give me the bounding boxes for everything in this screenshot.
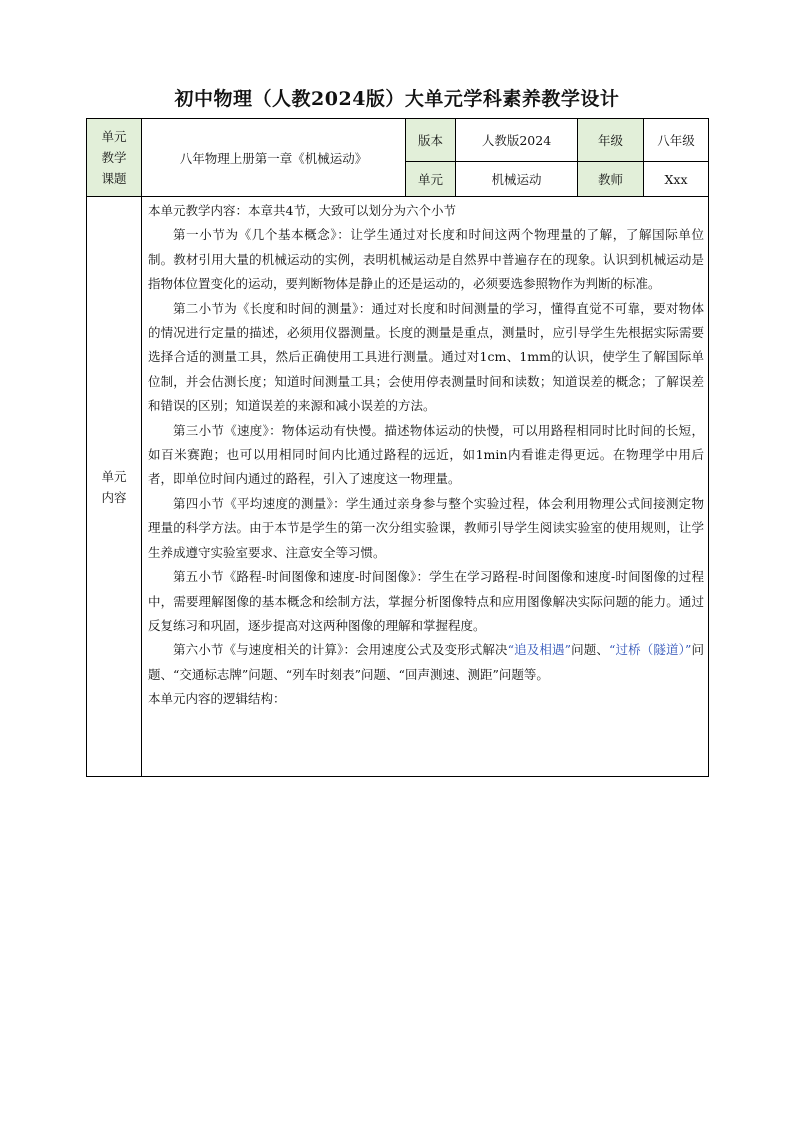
unit-label: 单元 (406, 162, 456, 197)
document-title: 初中物理（人教2024版）大单元学科素养教学设计 (174, 88, 620, 110)
section-5-text: 第五小节《路程-时间图像和速度-时间图像》：学生在学习路程-时间图像和速度-时间图像的过程中，需要理解图像的基本概念和绘制方法，掌握分析图像特点和应用图像解决实际问题的能力。通过反复练习和巩固，逐步提高对这两种图像的理解和掌握程度。 (148, 569, 704, 633)
content-label-cell (87, 197, 142, 777)
section-6-rest: 问题、“交通标志牌”问题、“列车时刻表”问题、“回声测速、测距”问题等。 (148, 642, 704, 682)
topic-label-line-3: 课题 (101, 171, 127, 186)
content-row (87, 197, 709, 777)
topic-label-cell (87, 119, 142, 197)
grade-label: 年级 (578, 119, 644, 162)
header-row-1 (87, 119, 709, 162)
topic-value: 八年物理上册第一章《机械运动》 (142, 119, 406, 197)
section-2-text: 第二小节为《长度和时间的测量》：通过对长度和时间测量的学习，懂得直觉不可靠，要对物体的情况进行定量的描述，必须用仪器测量。长度的测量是重点，测量时，应引导学生先根据实际需要选择合适的测量工具，然后正确使用工具进行测量。通过对1cm、1mm的认识，使学生了解国际单位制，并会估测长度；知道时间测量工具；会使用停表测量时间和读数；知道误差的概念；了解误差和错误的区别；知道误差的来源和减小误差的方法。 (148, 300, 704, 414)
unit-value: 机械运动 (456, 162, 578, 197)
section-6-highlight-1: “追及相遇” (507, 642, 571, 658)
teacher-value: Xxx (644, 162, 709, 197)
content-body (142, 197, 709, 777)
section-1-text: 第一小节为《几个基本概念》：让学生通过对长度和时间这两个物理量的了解，了解国际单位制。教材引用大量的机械运动的实例，表明机械运动是自然界中普遍存在的现象。认识到机械运动是指物体位置变化的运动，要判断物体是静止的还是运动的，必须要选参照物作为判断的标准。 (148, 227, 704, 292)
edition-label: 版本 (406, 119, 456, 162)
content-label-line-2: 内容 (101, 489, 127, 505)
design-table (86, 118, 709, 777)
topic-label-line-1: 单元 (101, 129, 127, 144)
section-6-prefix: 第六小节《与速度相关的计算》：会用速度公式及变形式解决 (173, 642, 508, 658)
topic-label-line-2: 教学 (101, 150, 127, 165)
section-4-text: 第四小节《平均速度的测量》：学生通过亲身参与整个实验过程，体会利用物理公式间接测定物理量的科学方法。由于本节是学生的第一次分组实验课，教师引导学生阅读实验室的使用规则，让学生养成遵守实验室要求、注意安全等习惯。 (148, 495, 704, 560)
content-label-line-1: 单元 (101, 468, 127, 484)
section-6-mid: 问题、 (570, 642, 609, 658)
content-intro: 本单元教学内容：本章共4节，大致可以划分为六个小节 (148, 203, 456, 218)
section-6-text (148, 638, 704, 687)
teacher-label: 教师 (578, 162, 644, 197)
grade-value: 八年级 (644, 119, 709, 162)
section-6-highlight-2: “过桥（隧道）” (608, 642, 692, 658)
edition-value: 人教版2024 (456, 119, 578, 162)
structure-heading: 本单元内容的逻辑结构： (148, 691, 286, 707)
section-3-text: 第三小节《速度》：物体运动有快慢。描述物体运动的快慢，可以用路程相同时比时间的长短，如百米赛跑；也可以用相同时间内比通过路程的远近，如1min内看谁走得更远。在物理学中用后者，即单位时间内通过的路程，引入了速度这一物理量。 (148, 422, 704, 487)
